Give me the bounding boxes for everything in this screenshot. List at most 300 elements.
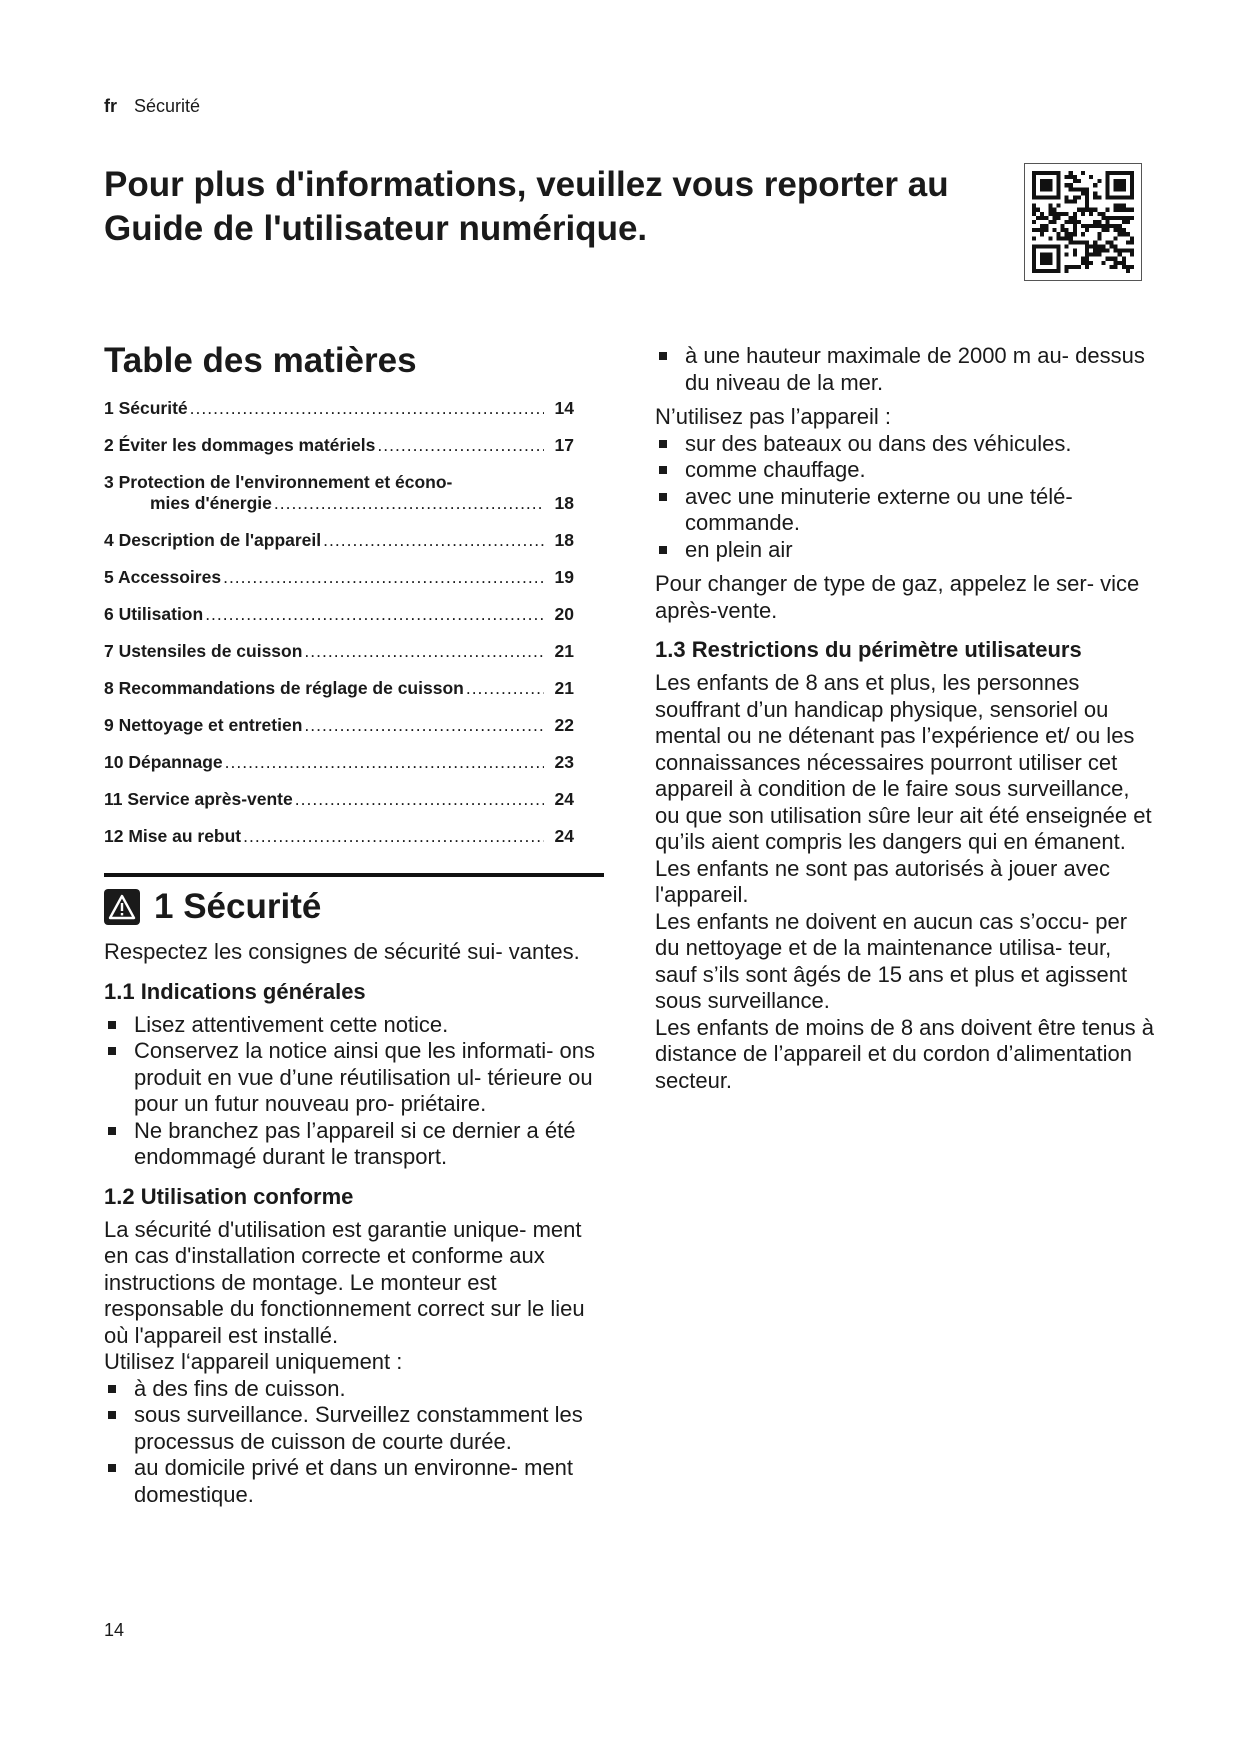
qr-module [1081, 261, 1085, 265]
qr-module [1032, 236, 1036, 240]
qr-module [1048, 212, 1052, 216]
qr-module [1130, 179, 1134, 183]
qr-module [1085, 228, 1089, 232]
qr-module [1069, 240, 1073, 244]
qr-module [1105, 171, 1109, 175]
qr-module [1032, 195, 1036, 199]
qr-module [1056, 257, 1060, 261]
qr-module [1085, 200, 1089, 204]
qr-module [1048, 183, 1052, 187]
qr-module [1069, 236, 1073, 240]
toc-item-label-continued: mies d'énergie [150, 493, 272, 513]
qr-module [1056, 253, 1060, 257]
qr-module [1065, 195, 1069, 199]
section-1-intro: Respectez les consignes de sécurité sui- vantes. [104, 939, 580, 964]
qr-module [1052, 269, 1056, 273]
qr-module [1065, 253, 1069, 257]
qr-module [1073, 253, 1077, 257]
qr-module [1130, 187, 1134, 191]
qr-module [1122, 261, 1126, 265]
qr-module [1105, 191, 1109, 195]
qr-module [1065, 228, 1069, 232]
qr-module [1122, 228, 1126, 232]
qr-module [1118, 232, 1122, 236]
qr-module [1114, 187, 1118, 191]
qr-module [1101, 261, 1105, 265]
qr-module [1105, 183, 1109, 187]
qr-module [1048, 171, 1052, 175]
qr-module [1097, 232, 1101, 236]
toc-item-label: 10 Dépannage [104, 752, 223, 772]
qr-module [1056, 236, 1060, 240]
left-column [104, 340, 604, 1508]
qr-module [1081, 208, 1085, 212]
toc-item[interactable] [104, 789, 574, 810]
qr-module [1085, 249, 1089, 253]
toc-item-label: 11 Service après-vente [104, 789, 293, 809]
qr-module [1036, 228, 1040, 232]
user-restrictions-paragraph: Les enfants de 8 ans et plus, les personnes souffrant d’un handicap physique, sensoriel ou mental ou ne détenant pas l’expérience et/ ou les connaissances nécessaires pourront utiliser cet appareil à condition de le faire sous surveillance, ou que son utilisation sûre leur ait été enseignée et qu’ils aient compris les dangers qui en émanent. [655, 670, 1152, 854]
qr-module [1122, 179, 1126, 183]
qr-module [1097, 236, 1101, 240]
qr-module [1105, 240, 1109, 244]
qr-module [1044, 253, 1048, 257]
qr-module [1073, 265, 1077, 269]
qr-module [1101, 249, 1105, 253]
toc-item-page: 19 [554, 567, 574, 587]
toc-item-label: 5 Accessoires [104, 567, 222, 587]
qr-module [1093, 249, 1097, 253]
qr-module [1122, 232, 1126, 236]
qr-module [1044, 257, 1048, 261]
qr-module [1114, 171, 1118, 175]
qr-module [1040, 212, 1044, 216]
toc-item-label: 2 Éviter les dommages matériels [104, 435, 376, 455]
qr-module [1118, 224, 1122, 228]
qr-module [1032, 183, 1036, 187]
qr-module [1036, 269, 1040, 273]
qr-module [1056, 269, 1060, 273]
digital-guide-heading-line2: Guide de l'utilisateur numérique. [104, 209, 648, 248]
qr-module [1056, 232, 1060, 236]
qr-module [1110, 244, 1114, 248]
qr-module [1048, 179, 1052, 183]
qr-module [1044, 244, 1048, 248]
qr-module [1073, 232, 1077, 236]
qr-module [1032, 249, 1036, 253]
qr-module [1085, 261, 1089, 265]
qr-module [1048, 236, 1052, 240]
qr-module [1073, 187, 1077, 191]
qr-module [1069, 265, 1073, 269]
toc-item-label: 1 Sécurité [104, 398, 188, 418]
qr-module [1052, 171, 1056, 175]
digital-guide-heading-line1: Pour plus d'informations, veuillez vous reporter au [104, 165, 949, 204]
qr-module [1130, 249, 1134, 253]
qr-module [1122, 220, 1126, 224]
section-divider [104, 873, 604, 877]
qr-module [1097, 212, 1101, 216]
qr-module [1036, 208, 1040, 212]
qr-module [1065, 175, 1069, 179]
qr-module [1097, 179, 1101, 183]
qr-module [1105, 224, 1109, 228]
qr-module [1126, 232, 1130, 236]
qr-module [1056, 212, 1060, 216]
qr-module [1081, 191, 1085, 195]
toc-item-page: 24 [554, 826, 574, 846]
toc-item[interactable] [104, 641, 574, 662]
qr-module [1110, 171, 1114, 175]
qr-module [1048, 269, 1052, 273]
qr-module [1044, 269, 1048, 273]
qr-module [1069, 187, 1073, 191]
toc-item-label: 8 Recommandations de réglage de cuisson [104, 678, 464, 698]
qr-module [1073, 228, 1077, 232]
qr-module [1077, 187, 1081, 191]
toc-item[interactable] [104, 678, 574, 699]
qr-module [1085, 224, 1089, 228]
qr-module [1110, 224, 1114, 228]
qr-module [1056, 249, 1060, 253]
qr-module [1040, 253, 1044, 257]
qr-module [1056, 216, 1060, 220]
qr-module [1122, 183, 1126, 187]
qr-module [1044, 261, 1048, 265]
qr-module [1061, 236, 1065, 240]
qr-module [1077, 179, 1081, 183]
qr-module [1052, 212, 1056, 216]
qr-module [1040, 228, 1044, 232]
qr-module [1073, 195, 1077, 199]
qr-module [1118, 216, 1122, 220]
qr-module [1126, 208, 1130, 212]
qr-module [1044, 216, 1048, 220]
qr-module [1089, 224, 1093, 228]
qr-module [1118, 253, 1122, 257]
qr-module [1056, 187, 1060, 191]
qr-module [1073, 175, 1077, 179]
warning-icon [104, 889, 140, 925]
qr-module [1122, 265, 1126, 269]
qr-module [1040, 195, 1044, 199]
qr-module [1032, 171, 1036, 175]
language-code: fr [104, 96, 117, 116]
qr-module [1069, 232, 1073, 236]
qr-module [1040, 261, 1044, 265]
qr-module [1114, 208, 1118, 212]
qr-module [1118, 261, 1122, 265]
qr-module [1081, 187, 1085, 191]
qr-module [1069, 200, 1073, 204]
qr-module [1036, 171, 1040, 175]
qr-module [1065, 265, 1069, 269]
qr-module [1073, 200, 1077, 204]
qr-module [1130, 171, 1134, 175]
qr-module [1089, 261, 1093, 265]
qr-module [1105, 216, 1109, 220]
toc-item[interactable] [104, 604, 574, 625]
toc-item[interactable] [104, 530, 574, 551]
digital-guide-heading [104, 163, 984, 251]
qr-module [1073, 212, 1077, 216]
list-item: au domicile privé et dans un environne- ment domestique. [104, 1455, 604, 1508]
qr-module [1056, 171, 1060, 175]
qr-module [1077, 240, 1081, 244]
toc-item[interactable] [104, 752, 574, 773]
qr-module [1089, 208, 1093, 212]
qr-module [1130, 191, 1134, 195]
qr-module [1048, 195, 1052, 199]
qr-module [1118, 171, 1122, 175]
intended-use-paragraph: La sécurité d'utilisation est garantie unique- ment en cas d'installation correcte et conforme aux instructions de montage. Le monteur est responsable du fonctionnement correct sur le lieu où l'appareil est installé. [104, 1216, 585, 1348]
toc-item[interactable] [104, 472, 574, 514]
qr-module [1048, 204, 1052, 208]
toc-item-label: 3 Protection de l'environnement et écono- [104, 472, 453, 492]
use-list [104, 1376, 604, 1509]
subsection-1-3-heading: 1.3 Restrictions du périmètre utilisateurs [655, 637, 1082, 662]
page-number: 14 [104, 1620, 125, 1640]
qr-module [1097, 195, 1101, 199]
list-item: à des fins de cuisson. [104, 1376, 604, 1403]
qr-module [1044, 224, 1048, 228]
qr-module [1105, 175, 1109, 179]
toc-item-label: 6 Utilisation [104, 604, 204, 624]
qr-module [1040, 171, 1044, 175]
qr-module [1093, 240, 1097, 244]
qr-module [1130, 183, 1134, 187]
children-distance-paragraph: Les enfants de moins de 8 ans doivent être tenus à distance de l’appareil et du cordon d’alimentation secteur. [655, 1014, 1154, 1093]
qr-module [1056, 183, 1060, 187]
qr-module [1052, 216, 1056, 220]
qr-module [1101, 212, 1105, 216]
qr-module [1052, 244, 1056, 248]
qr-module [1130, 175, 1134, 179]
qr-module [1093, 253, 1097, 257]
qr-module [1105, 187, 1109, 191]
qr-module [1061, 224, 1065, 228]
qr-module [1122, 204, 1126, 208]
qr-module [1081, 240, 1085, 244]
general-instructions-list [104, 1012, 604, 1171]
qr-module [1085, 240, 1089, 244]
qr-module [1118, 249, 1122, 253]
qr-module [1032, 208, 1036, 212]
qr-module [1032, 257, 1036, 261]
toc-item-page: 21 [554, 641, 574, 661]
qr-module [1122, 216, 1126, 220]
qr-module [1077, 265, 1081, 269]
qr-module [1114, 244, 1118, 248]
qr-module [1073, 240, 1077, 244]
qr-module [1093, 183, 1097, 187]
qr-module [1130, 216, 1134, 220]
header-section: Sécurité [134, 96, 201, 116]
qr-code [1024, 163, 1142, 281]
list-item: Conservez la notice ainsi que les informati- ons produit en vue d’une réutilisation ul- térieure ou pour un futur nouveau pro- priétaire. [104, 1038, 604, 1118]
qr-module [1118, 204, 1122, 208]
qr-module [1032, 228, 1036, 232]
qr-module [1105, 228, 1109, 232]
qr-module [1118, 179, 1122, 183]
qr-module [1040, 183, 1044, 187]
qr-module [1085, 244, 1089, 248]
qr-module [1126, 249, 1130, 253]
toc-item[interactable] [104, 567, 574, 588]
qr-module [1032, 261, 1036, 265]
qr-module [1065, 183, 1069, 187]
qr-module [1032, 244, 1036, 248]
qr-module [1114, 228, 1118, 232]
qr-module [1048, 208, 1052, 212]
qr-module [1105, 257, 1109, 261]
qr-module [1056, 191, 1060, 195]
not-use-list [655, 431, 1155, 564]
qr-module [1085, 191, 1089, 195]
qr-module [1122, 249, 1126, 253]
qr-module [1048, 261, 1052, 265]
toc-item[interactable] [104, 435, 574, 456]
right-column [655, 343, 1155, 1094]
qr-module [1097, 224, 1101, 228]
qr-module [1093, 244, 1097, 248]
qr-module [1122, 208, 1126, 212]
qr-module [1069, 175, 1073, 179]
qr-module [1044, 183, 1048, 187]
qr-module [1085, 187, 1089, 191]
not-use-intro: N’utilisez pas l’appareil : [655, 404, 891, 429]
toc-item-page: 21 [554, 678, 574, 698]
qr-module [1044, 171, 1048, 175]
qr-module [1073, 220, 1077, 224]
qr-module [1081, 224, 1085, 228]
qr-module [1040, 224, 1044, 228]
qr-module [1118, 195, 1122, 199]
qr-module [1130, 265, 1134, 269]
qr-module [1052, 195, 1056, 199]
toc-item-label: 12 Mise au rebut [104, 826, 242, 846]
qr-module [1065, 232, 1069, 236]
use-list-continued [655, 343, 1155, 396]
toc-item-page: 14 [554, 398, 574, 418]
list-item: à une hauteur maximale de 2000 m au- dessus du niveau de la mer. [655, 343, 1155, 396]
qr-module [1032, 212, 1036, 216]
qr-module [1040, 244, 1044, 248]
qr-module [1110, 240, 1114, 244]
list-item: comme chauffage. [655, 457, 1155, 484]
qr-module [1073, 224, 1077, 228]
qr-module [1052, 228, 1056, 232]
qr-module [1126, 195, 1130, 199]
qr-module [1048, 244, 1052, 248]
qr-module [1032, 253, 1036, 257]
qr-module [1061, 228, 1065, 232]
qr-module [1069, 216, 1073, 220]
qr-module [1036, 244, 1040, 248]
qr-module [1044, 179, 1048, 183]
qr-module [1056, 195, 1060, 199]
qr-module [1073, 179, 1077, 183]
toc-title: Table des matières [104, 341, 417, 380]
qr-module [1065, 269, 1069, 273]
qr-module [1040, 216, 1044, 220]
qr-module [1093, 191, 1097, 195]
qr-module [1040, 232, 1044, 236]
qr-module [1122, 187, 1126, 191]
toc-item-page: 17 [554, 435, 574, 455]
toc-item[interactable] [104, 826, 574, 847]
qr-module [1044, 228, 1048, 232]
qr-module [1065, 200, 1069, 204]
qr-module [1056, 204, 1060, 208]
qr-module [1032, 265, 1036, 269]
qr-module [1036, 195, 1040, 199]
qr-module [1110, 257, 1114, 261]
qr-module [1126, 171, 1130, 175]
qr-module [1126, 265, 1130, 269]
children-cleaning-paragraph: Les enfants ne doivent en aucun cas s’occu- per du nettoyage et de la maintenance utilisa- teur, sauf s’ils sont âgés de 15 ans et plus et agissent sous surveillance. [655, 908, 1128, 1013]
qr-module [1065, 236, 1069, 240]
list-item: Lisez attentivement cette notice. [104, 1012, 604, 1039]
list-item: sous surveillance. Surveillez constamment les processus de cuisson de courte durée. [104, 1402, 604, 1455]
qr-module [1085, 257, 1089, 261]
toc-item[interactable] [104, 715, 574, 736]
qr-module [1114, 183, 1118, 187]
qr-module [1126, 269, 1130, 273]
qr-module [1093, 224, 1097, 228]
qr-module [1069, 183, 1073, 187]
qr-module [1052, 208, 1056, 212]
qr-module [1093, 195, 1097, 199]
qr-module [1077, 220, 1081, 224]
qr-module [1056, 265, 1060, 269]
children-play-paragraph: Les enfants ne sont pas autorisés à jouer avec l'appareil. [655, 855, 1110, 907]
qr-module [1052, 220, 1056, 224]
qr-module [1110, 265, 1114, 269]
qr-module [1126, 240, 1130, 244]
qr-module [1105, 220, 1109, 224]
toc-item-page: 23 [554, 752, 574, 772]
gas-change-note: Pour changer de type de gaz, appelez le ser- vice après-vente. [655, 571, 1140, 623]
qr-module [1065, 244, 1069, 248]
toc-item-page: 18 [554, 530, 574, 550]
qr-module [1089, 244, 1093, 248]
toc-item-label: 7 Ustensiles de cuisson [104, 641, 303, 661]
qr-module [1105, 179, 1109, 183]
qr-module [1077, 208, 1081, 212]
subsection-1-2-heading: 1.2 Utilisation conforme [104, 1183, 354, 1209]
qr-module [1069, 171, 1073, 175]
qr-module [1114, 249, 1118, 253]
toc-item-page: 24 [554, 789, 574, 809]
qr-module [1130, 240, 1134, 244]
qr-module [1040, 257, 1044, 261]
qr-module [1081, 257, 1085, 261]
qr-module [1089, 212, 1093, 216]
qr-module [1126, 220, 1130, 224]
qr-module [1056, 179, 1060, 183]
qr-module [1048, 220, 1052, 224]
qr-module [1101, 224, 1105, 228]
qr-module [1040, 269, 1044, 273]
toc-item[interactable] [104, 398, 574, 419]
qr-module [1110, 216, 1114, 220]
list-item: Ne branchez pas l’appareil si ce dernier a été endommagé durant le transport. [104, 1118, 604, 1171]
qr-module [1114, 179, 1118, 183]
qr-module [1105, 208, 1109, 212]
toc-item-label: 4 Description de l'appareil [104, 530, 322, 550]
qr-module [1085, 204, 1089, 208]
